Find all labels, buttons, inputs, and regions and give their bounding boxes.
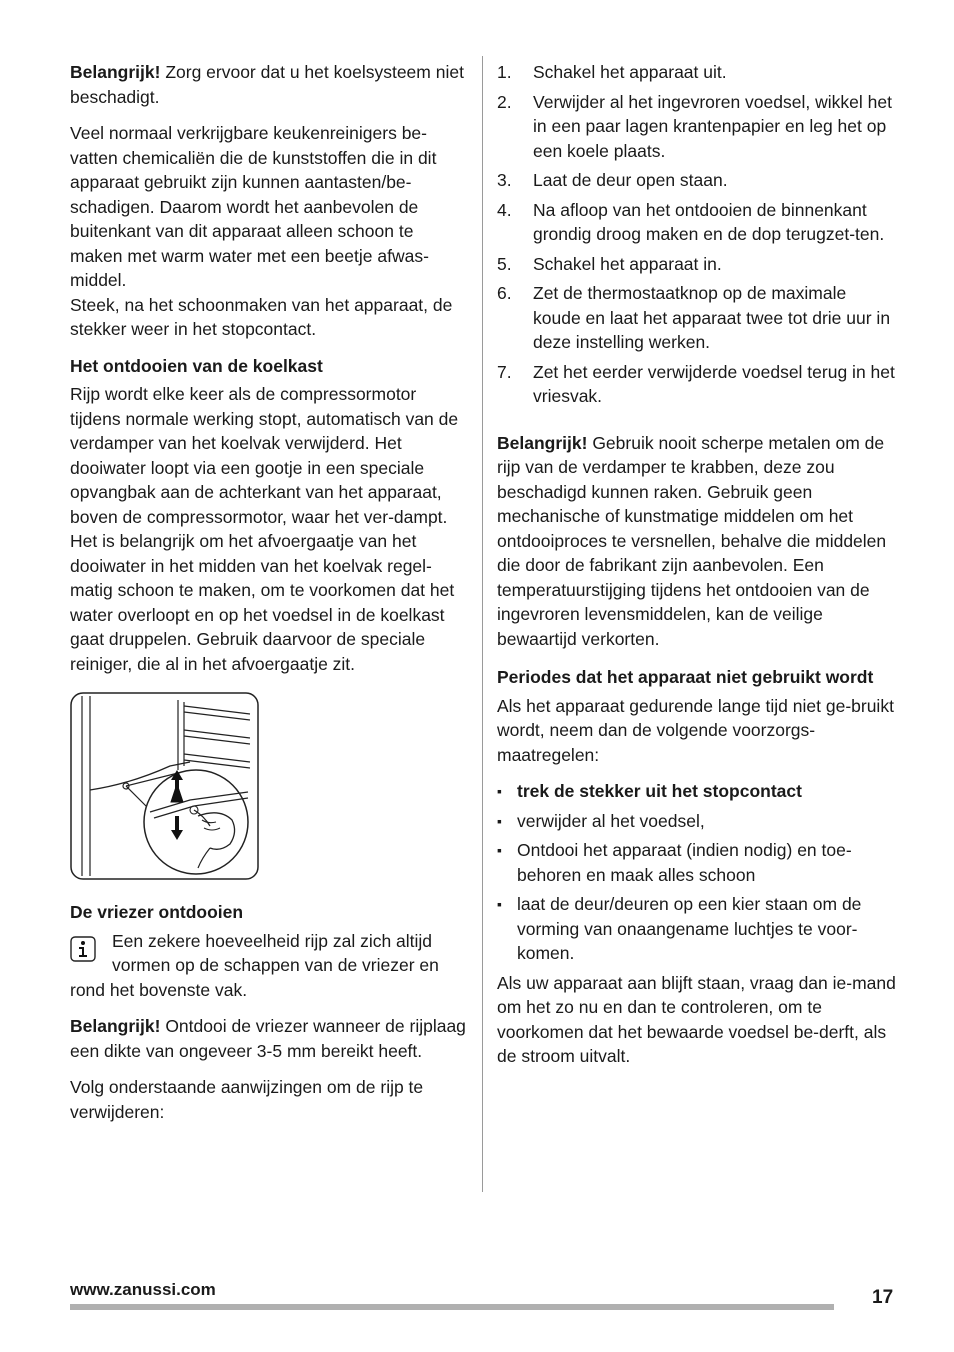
bullet-marker: ▪ (497, 812, 502, 829)
info-text: Een zekere hoeveelheid rijp zal zich altijd vormen op de schappen van de vriezer en (112, 930, 439, 975)
step-text: Zet het eerder verwijderde voedsel terug in het vriesvak. (533, 361, 895, 406)
list-item (497, 168, 897, 193)
important-text: Gebruik nooit scherpe metalen om de rijp van de verdamper te krabben, deze zou beschadigd kunnen raken. Gebruik geen mechanische of kunstmatige middelen om het ontdooiproces te versnellen, behalve die middelen die door de fabrikant zijn aanbevolen. Een temperatuurstijging tijdens het ontdooien van de ingevroren levensmiddelen, kan de veilige bewaartijd verkorten. (497, 432, 887, 649)
left-column (70, 60, 470, 1136)
list-item (497, 198, 897, 247)
footer-url-link[interactable]: www.zanussi.com (70, 1280, 216, 1299)
paragraph-plug: Steek, na het schoonmaken van het apparaat, de stekker weer in het stopcontact. (70, 294, 453, 339)
paragraph-unused: Als het apparaat gedurende lange tijd niet ge-bruikt wordt, neem dan de volgende voorzorgs-maatregelen: (497, 695, 894, 765)
bullet-marker: ▪ (497, 896, 502, 912)
step-text: Na afloop van het ontdooien de binnenkant grondig droog maken en de dop terugzet-ten. (533, 199, 885, 244)
step-number: 1. (497, 62, 512, 82)
page-number: 17 (872, 1287, 894, 1308)
right-column (497, 60, 897, 1081)
bullet-text: laat de deur/deuren op een kier staan om de vorming van onaangename luchtjes te voor-komen. (517, 894, 862, 963)
important-label: Belangrijk! (70, 62, 161, 82)
paragraph-frost: Rijp wordt elke keer als de compressormotor tijdens normale werking stopt, automatisch van de verdamper van het koelvak verwijderd. Het dooiwater loopt via een gootje in een speciale opvangbak aan de achterkant van het apparaat, boven de compressormotor, waar het ver-dampt. (70, 384, 459, 527)
paragraph-checkup: Als uw apparaat aan blijft staan, vraag dan ie-mand om het zo nu en dan te controleren, om te voorkomen dat het bewaarde voedsel be-derft, als de stroom uitvalt. (497, 972, 896, 1066)
info-icon (70, 936, 96, 962)
step-text: Schakel het apparaat in. (533, 253, 722, 274)
important-label: Belangrijk! (497, 432, 588, 453)
heading-freezer-defrost: De vriezer ontdooien (70, 902, 244, 922)
bullet-marker: ▪ (497, 783, 502, 799)
paragraph-cleaners: Veel normaal verkrijgbare keukenreinigers be-vatten chemicaliën die de kunststoffen die in dit apparaat gebruikt zijn kunnen aantasten/be-schadigen. Daarom wordt het aanbevolen de buitenkant van dit apparaat alleen schoon te maken met warm water met een beetje afwas-middel. (70, 123, 437, 290)
list-item (497, 252, 897, 277)
step-number: 3. (497, 170, 512, 190)
step-number: 7. (497, 361, 512, 382)
step-number: 4. (497, 199, 512, 220)
step-text: Laat de deur open staan. (533, 170, 728, 190)
step-text: Zet de thermostaatknop op de maximale koude en laat het apparaat twee tot drie uur in deze instelling werken. (533, 283, 891, 352)
paragraph-follow: Volg onderstaande aanwijzingen om de rijp te verwijderen: (70, 1077, 424, 1122)
info-text-continued: rond het bovenste vak. (70, 979, 248, 1000)
list-item (497, 838, 897, 887)
column-divider (482, 56, 483, 1192)
important-note-cooling (70, 60, 470, 109)
step-number: 2. (497, 91, 512, 112)
list-item (497, 809, 897, 834)
step-text: Verwijder al het ingevroren voedsel, wikkel het in een paar lagen krantenpapier en leg het op een koele plaats. (533, 91, 892, 161)
important-text: Zorg ervoor dat u het koelsysteem niet beschadigt. (70, 62, 464, 107)
heading-fridge-defrost: Het ontdooien van de koelkast (70, 355, 323, 376)
bullet-text: Ontdooi het apparaat (indien nodig) en toe-behoren en maak alles schoon (517, 840, 852, 885)
bullet-text: trek de stekker uit het stopcontact (517, 781, 802, 801)
precautions-list (497, 779, 897, 966)
drain-cleaning-illustration (70, 692, 260, 882)
important-text: Ontdooi de vriezer wanneer de rijplaag een dikte van ongeveer 3-5 mm bereikt heeft. (70, 1016, 466, 1061)
step-number: 5. (497, 253, 512, 274)
list-item (497, 360, 897, 409)
drain-cleaning-svg (70, 692, 260, 882)
bullet-text: verwijder al het voedsel, (517, 810, 705, 831)
info-note (70, 929, 470, 1003)
footer-bar (70, 1304, 834, 1310)
step-number: 6. (497, 283, 512, 303)
important-note-freezer (70, 1014, 470, 1063)
list-item (497, 892, 897, 966)
heading-unused-periods: Periodes dat het apparaat niet gebruikt wordt (497, 667, 874, 687)
important-note-scraping (497, 431, 897, 652)
step-text: Schakel het apparaat uit. (533, 62, 727, 82)
bullet-marker: ▪ (497, 842, 502, 858)
list-item (497, 779, 897, 804)
defrost-steps (497, 60, 897, 409)
list-item (497, 90, 897, 164)
important-label: Belangrijk! (70, 1016, 161, 1036)
paragraph-drain: Het is belangrijk om het afvoergaatje van het dooiwater in het midden van het koelvak regel-matig schoon te maken, om te voorkomen dat het water overloopt en op het voedsel in de koelkast gaat druppelen. Gebruik daarvoor de speciale reiniger, die al in het afvoergaatje zit. (70, 531, 455, 674)
list-item (497, 60, 897, 85)
list-item (497, 281, 897, 355)
